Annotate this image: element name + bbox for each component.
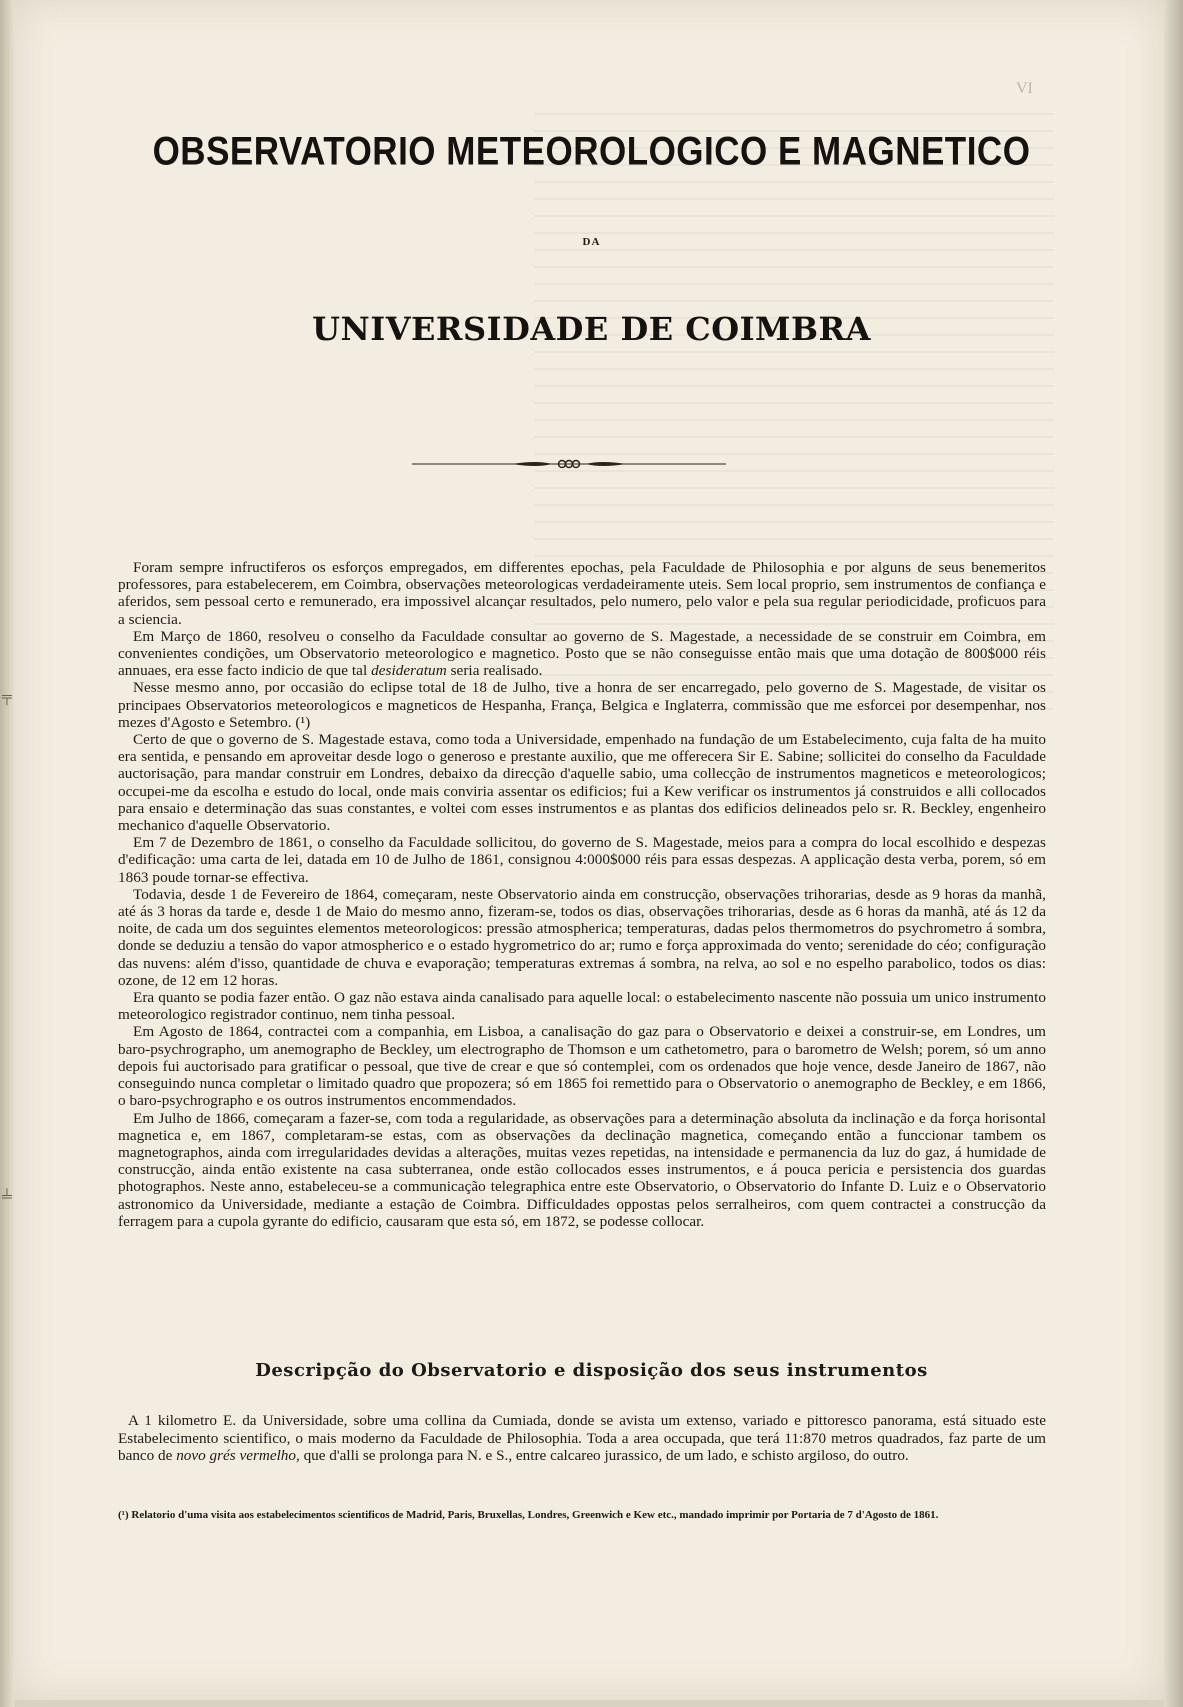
page-left-edge	[0, 0, 14, 1707]
footnote-mark: (¹)	[118, 1509, 129, 1521]
paragraph-7: Era quanto se podia fazer então. O gaz não estava ainda canalisado para aquelle local: o estabelecimento nascente não possuia um unico instrumento meteorologico registrador continuo, nem tinha pessoal.	[118, 989, 1046, 1024]
section-paragraph-italic: novo grés vermelho	[176, 1447, 296, 1464]
paragraph-9: Em Julho de 1866, começaram a fazer-se, com toda a regularidade, as observações para a determinação absoluta da inclinação e da força horisontal magnetica e, em 1867, completaram-se estas, com as observações da declinação magnetica, começando então a funccionar tambem os magnetographos, ainda com irregularidades devidas a alterações, muitas vezes repetidas, na intensidade e permanencia da luz do gaz, á humidade de construcção, ainda então existente na casa subterranea, onde estão collocados esses instrumentos, e á pouca pericia e persistencia dos guardas photographos. Neste anno, estabeleceu-se a communicação telegraphica entre este Observatorio, o Observatorio do Infante D. Luiz e o Observatorio astronomico da Universidade, mediante a estação de Coimbra. Difficuldades oppostas pelos serralheiros, com quem contractei a construcção da ferragem para a cupola gyrante do edificio, causaram que esta só, em 1872, se podesse collocar.	[118, 1109, 1046, 1230]
ornament-divider	[412, 458, 726, 470]
paragraph-2-text: Em Março de 1860, resolveu o conselho da Faculdade consultar ao governo de S. Magestade, a necessidade de se construir em Coimbra, em convenientes condições, um Observatorio meteorologico e magnetico. Posto que se não conseguisse então mais que uma dotação de 800$000 réis annuaes, era esse facto indicio de que tal	[118, 627, 1046, 680]
binding-mark-bottom: ╧	[2, 1190, 12, 1205]
section-heading: Descripção do Observatorio e disposição dos seus instrumentos	[255, 1360, 928, 1381]
footnote	[118, 1508, 1046, 1522]
paragraph-2-italic: desideratum	[371, 662, 447, 680]
paragraph-8: Em Agosto de 1864, contractei com a companhia, em Lisboa, a canalisação do gaz para o Observatorio e deixei a construir-se, em Londres, um baro-psychrographo, um anemographo de Beckley, um electrographo de Thomson e um cathetometro, para o barometro de Welsh; porem, só um anno depois fui auctorisado para gratificar o pessoal, que tive de crear e que só contemplei, com os ordenados que hoje vence, desde Janeiro de 1867, não conseguindo nunca completar o limitado quadro que propozera; só em 1865 foi remettido para o Observatorio o anemographo de Beckley, e em 1866, o baro-psychrographo e os outros instrumentos encommendados.	[118, 1023, 1046, 1110]
document-title-line2: UNIVERSIDADE DE COIMBRA	[312, 310, 871, 348]
paragraph-1: Foram sempre infructiferos os esforços empregados, em differentes epochas, pela Faculdade de Philosophia e por alguns de seus benemeritos professores, para estabelecerem, em Coimbra, observações meteorologicas verdadeiramente uteis. Sem local proprio, sem instrumentos de confiança e aferidos, sem pessoal certo e remunerado, era impossivel alcançar resultados, pelo numero, pelo valor e pela sua regular periodicidade, proficuos para a sciencia.	[118, 559, 1046, 628]
main-text	[118, 559, 1046, 1230]
paragraph-6: Todavia, desde 1 de Fevereiro de 1864, começaram, neste Observatorio ainda em construcção, observações trihorarias, desde as 9 horas da manhã, até ás 3 horas da tarde e, desde 1 de Maio do mesmo anno, fizeram-se, todos os dias, observações trihorarias, desde as 6 horas da manhã, até ás 12 da noite, de cada um dos seguintes elementos meteorologicos: pressão atmospherica; temperaturas, dadas pelos thermometros do psychrometro á sombra, donde se deduziu a tensão do vapor atmospherico e o estado hygrometrico do ar; rumo e força approximada do vento; serenidade do céo; configuração das nuvens: além d'isso, quantidade de chuva e evaporação; temperaturas extremas á sombra, na relva, ao sol e no espelho parabolico, todos os dias: ozone, de 12 em 12 horas.	[118, 885, 1046, 989]
section-paragraph	[118, 1412, 1046, 1465]
page-right-edge	[1164, 0, 1183, 1707]
title-connector: DA	[582, 236, 601, 248]
paragraph-4: Certo de que o governo de S. Magestade estava, como toda a Universidade, empenhado na fundação de um Estabelecimento, cuja falta de ha muito era sentida, e pensando em aproveitar desde logo o generoso e prestante auxilio, que me offerecera Sir E. Sabine; sollicitei do conselho da Faculdade auctorisação, para mandar construir em Londres, debaixo da direcção d'aquelle sabio, uma collecção de instrumentos magneticos e meteorologicos; occupei-me da escolha e estudo do local, onde mais conviria assentar os edificios; fui a Kew verificar os instrumentos já construidos e alli collocados para ensaio e determinação das suas constantes, e voltei com esses instrumentos e as plantas dos edificios delineados pelo sr. R. Beckley, engenheiro mechanico d'aquelle Observatorio.	[118, 731, 1046, 835]
page-number: VI	[1016, 80, 1033, 97]
paragraph-2-tail: seria realisado.	[450, 662, 543, 680]
paragraph-5: Em 7 de Dezembro de 1861, o conselho da Faculdade sollicitou, do governo de S. Magestade, meios para a compra do local escolhido e despezas d'edificação: uma carta de lei, datada em 10 de Julho de 1861, consignou 4:000$000 réis para essas despezas. A applicação desta verba, porem, só em 1863 poude tornar-se effectiva.	[118, 834, 1046, 886]
document-title-line1: OBSERVATORIO METEOROLOGICO E MAGNETICO	[152, 129, 1031, 174]
footnote-text: Relatorio d'uma visita aos estabelecimentos scientificos de Madrid, Paris, Bruxellas, Londres, Greenwich e Kew etc., mandado imprimir por Portaria de 7 d'Agosto de 1861.	[131, 1509, 939, 1521]
paragraph-2	[118, 628, 1046, 680]
section-paragraph-tail: , que d'alli se prolonga para N. e S., entre calcareo jurassico, de um lado, e schisto argiloso, do outro.	[295, 1447, 909, 1464]
section-paragraph-text: A 1 kilometro E. da Universidade, sobre uma collina da Cumiada, donde se avista um extenso, variado e pittoresco panorama, está situado este Estabelecimento scientifico, o mais moderno da Faculdade de Philosophia. Toda a area occupada, que terá 11:870 metros quadrados, faz parte de um banco de	[118, 1412, 1046, 1464]
section-text	[118, 1412, 1046, 1465]
paragraph-3: Nesse mesmo anno, por occasião do eclipse total de 18 de Julho, tive a honra de ser encarregado, pelo governo de S. Magestade, de visitar os principaes Observatorios meteorologicos e magneticos de Hespanha, França, Belgica e Inglaterra, commissão que me esforcei por desempenhar, nos mezes d'Agosto e Setembro. (¹)	[118, 679, 1046, 731]
binding-mark-top: ╤	[2, 690, 12, 705]
